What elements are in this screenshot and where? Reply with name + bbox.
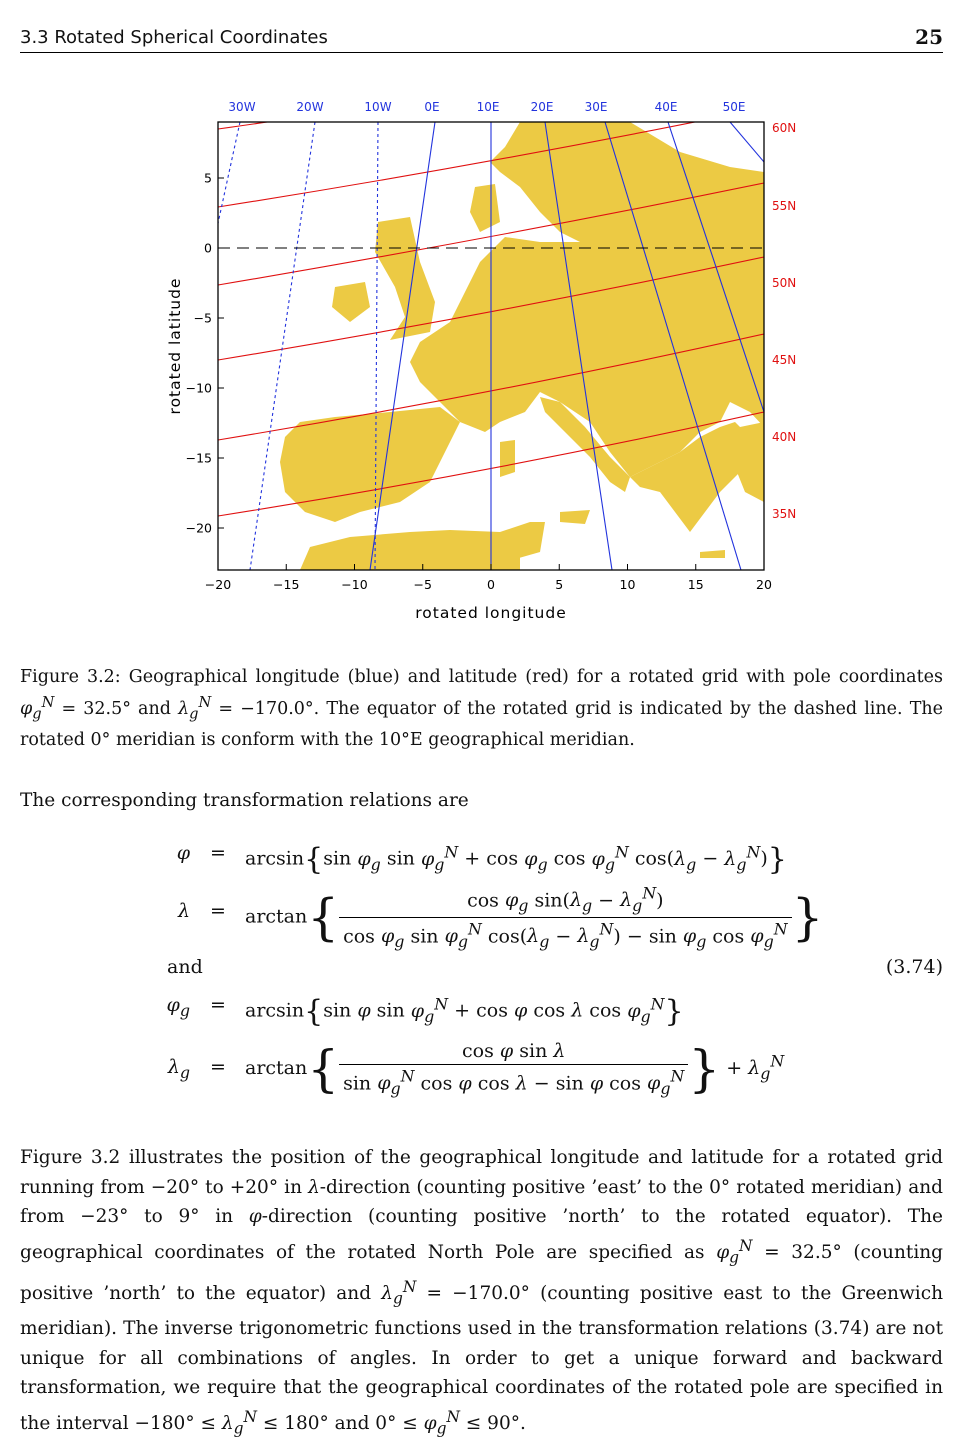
- intro-sentence: The corresponding transformation relations are: [20, 790, 469, 811]
- longitude-label: 0E: [424, 100, 440, 114]
- longitude-label: 20E: [530, 100, 554, 114]
- caption-label: Figure 3.2:: [20, 667, 121, 687]
- and-word: and: [167, 956, 203, 978]
- rotated-grid-figure: [160, 92, 800, 632]
- caption-text-2: = 32.5° and: [54, 698, 179, 719]
- body-text-5: = −170.0° (counting positive east to the Greenwich meridian). The inverse trigonometric functions used in the transformation relations (3.74) are not unique for all combinations of angles. In order to get a unique forward and backward transformation, we require that the geographical coordinates of the rotated pole are specified in the interval −180° ≤: [20, 1283, 943, 1434]
- body-paragraph: Figure 3.2 illustrates the position of the geographical longitude and latitude for a rotated grid running from −20° to +20° in λ-direction (counting positive ’east’ to the 0° rotated meridian) and from −23° to 9° in φ-direction (counting positive ’north’ to the rotated equator). The geographical coordinates of the rotated North Pole are specified as $\varphi_g^N = 32.5^\circ$ (counting positive ’north’ to the equator) and $\lambda_g^N = -170.0^\circ$ (counting positive east to the Greenwich meridian). The inverse trigonometric functions used in the transformation relations (3.74) are not unique for all combinations of angles. In order to get a unique forward and backward transformation, we require that the geographical coordinates of the rotated pole are specified in the interval $-180^\circ \le \lambda_g^N \le 180^\circ$ and $0^\circ \le \varphi_g^N \le 90^\circ$.: [20, 1147, 944, 1438]
- longitude-label: 40E: [654, 100, 678, 114]
- longitude-label: 30E: [584, 100, 608, 114]
- x-tick-label: −5: [413, 577, 432, 592]
- land-mass: [280, 122, 764, 570]
- latitude-label: 55N: [772, 199, 797, 213]
- longitude-label: 20W: [296, 100, 324, 114]
- figure-caption: Figure 3.2: Geographical longitude (blue) and latitude (red) for a rotated grid with pole coordinates $\varphi_g^N = 32.5^\circ$ and $\lambda_g^N = -170.0^\circ$. The equator of the rotated grid is indicated by the dashed line. The rotated 0° meridian is conform with the 10°E geographical meridian.: [20, 667, 943, 751]
- x-tick-label: −20: [204, 577, 232, 592]
- x-axis-label: rotated longitude: [415, 604, 567, 622]
- longitude-line: [730, 122, 764, 162]
- body-text-6: ≤ 180° and 0° ≤: [256, 1412, 424, 1434]
- longitude-label: 10E: [476, 100, 500, 114]
- y-tick-label: −10: [185, 380, 212, 396]
- x-tick-label: −10: [341, 577, 368, 592]
- x-tick-label: −15: [273, 577, 300, 592]
- caption-text-3: = −170.0°. The equator of the rotated grid is indicated by the dashed line. The rotated 0° meridian is conform with the 10°E geographical meridian.: [20, 698, 943, 751]
- latitude-label: 50N: [772, 276, 797, 290]
- latitude-label: 40N: [772, 430, 797, 444]
- caption-text-1: Geographical longitude (blue) and latitude (red) for a rotated grid with pole coordinates: [120, 667, 943, 687]
- running-head: [20, 24, 943, 53]
- y-tick-label: −15: [185, 450, 212, 466]
- y-tick-label: 5: [204, 170, 212, 186]
- equation-number: (3.74): [885, 956, 943, 978]
- body-text-4: = 32.5° (counting positive ’north’ to the equator) and: [20, 1241, 943, 1304]
- y-axis-label: rotated latitude: [166, 277, 184, 415]
- body-text-2: -direction (counting positive ’east’ to the 0° rotated meridian) and from −23° to 9° in: [20, 1176, 943, 1227]
- x-tick-label: 5: [555, 577, 564, 592]
- section-title: 3.3 Rotated Spherical Coordinates: [20, 27, 328, 48]
- latitude-label: 35N: [772, 507, 797, 521]
- longitude-label: 50E: [722, 100, 746, 114]
- y-tick-label: 0: [204, 240, 212, 256]
- latitude-label: 60N: [772, 121, 797, 135]
- body-text-3: -direction (counting positive ’north’ to the rotated equator). The geographical coordinates of the rotated North Pole are specified as: [20, 1206, 944, 1263]
- body-text-1: Figure 3.2 illustrates the position of the geographical longitude and latitude for a rotated grid running from −20° to +20° in: [20, 1147, 943, 1198]
- longitude-label: 10W: [364, 100, 392, 114]
- x-tick-label: 20: [756, 577, 772, 592]
- y-tick-label: −20: [185, 520, 212, 536]
- y-tick-label: −5: [193, 310, 212, 326]
- x-tick-label: 10: [619, 577, 636, 592]
- latitude-label: 45N: [772, 353, 797, 367]
- body-text-7: ≤ 90°.: [459, 1412, 526, 1434]
- x-tick-label: 0: [487, 577, 495, 592]
- x-tick-label: 15: [687, 577, 704, 592]
- longitude-label: 30W: [228, 100, 256, 114]
- page-number: 25: [915, 25, 943, 49]
